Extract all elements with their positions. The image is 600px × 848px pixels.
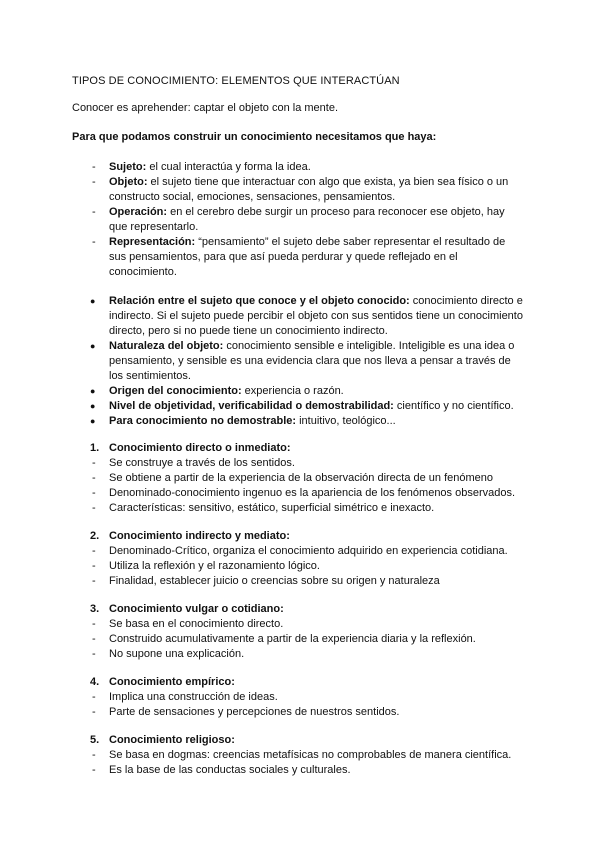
element-objeto-cont: constructo social, emociones, sensaciones, pensamientos. <box>109 191 396 203</box>
section-number: 4. <box>90 676 100 688</box>
dash-marker: - <box>92 764 96 776</box>
dash-marker: - <box>92 472 96 484</box>
section-number: 2. <box>90 530 100 542</box>
bullet-naturaleza-cont: los sentimientos. <box>109 370 191 382</box>
section-heading: Conocimiento indirecto y mediato: <box>109 530 290 542</box>
dash-marker: - <box>92 457 96 469</box>
element-representacion-cont: conocimiento. <box>109 266 177 278</box>
dash-marker: - <box>92 236 96 248</box>
section-item: Construido acumulativamente a partir de la experiencia diaria y la reflexión. <box>109 633 476 645</box>
section-heading: Conocimiento vulgar o cotidiano: <box>109 603 284 615</box>
dash-marker: - <box>92 706 96 718</box>
element-operacion: Operación: en el cerebro debe surgir un proceso para reconocer ese objeto, hay <box>109 206 505 218</box>
bullet-naturaleza-cont: pensamiento, y sensible es una evidencia clara que nos lleva a pensar a través de <box>109 355 511 367</box>
dash-marker: - <box>92 618 96 630</box>
dash-marker: - <box>92 749 96 761</box>
section-item: Finalidad, establecer juicio o creencias sobre su origen y naturaleza <box>109 575 440 587</box>
bullet-term: Para conocimiento no demostrable: <box>109 415 297 427</box>
page-title: TIPOS DE CONOCIMIENTO: ELEMENTOS QUE INTERACTÚAN <box>72 75 400 87</box>
intro-text: Conocer es aprehender: captar el objeto con la mente. <box>72 102 338 114</box>
bullet-marker: ● <box>90 296 96 306</box>
element-objeto: Objeto: el sujeto tiene que interactuar con algo que exista, ya bien sea físico o un <box>109 176 509 188</box>
element-representacion: Representación: “pensamiento” el sujeto debe saber representar el resultado de <box>109 236 506 248</box>
section-item: Se construye a través de los sentidos. <box>109 457 295 469</box>
bullet-term: Relación entre el sujeto que conoce y el objeto conocido: <box>109 295 410 307</box>
element-sujeto: Sujeto: el cual interactúa y forma la idea. <box>109 161 311 173</box>
section-item: Denominado-conocimiento ingenuo es la apariencia de los fenómenos observados. <box>109 487 516 499</box>
section-item: No supone una explicación. <box>109 648 245 660</box>
element-term: Representación: <box>109 236 196 248</box>
dash-marker: - <box>92 575 96 587</box>
bullet-marker: ● <box>90 386 96 396</box>
section-heading: Conocimiento empírico: <box>109 676 235 688</box>
bullet-marker: ● <box>90 416 96 426</box>
section-item: Parte de sensaciones y percepciones de nuestros sentidos. <box>109 706 400 718</box>
bullet-marker: ● <box>90 401 96 411</box>
dash-marker: - <box>92 161 96 173</box>
section-number: 5. <box>90 734 100 746</box>
requirement-heading: Para que podamos construir un conocimiento necesitamos que haya: <box>72 131 437 143</box>
dash-marker: - <box>92 633 96 645</box>
bullet-no-demostrable: Para conocimiento no demostrable: intuitivo, teológico... <box>109 415 396 427</box>
element-term: Objeto: <box>109 176 148 188</box>
bullet-relacion-cont: directo, pero si no puede tiene un conocimiento indirecto. <box>109 325 388 337</box>
dash-marker: - <box>92 176 96 188</box>
element-term: Sujeto: <box>109 161 147 173</box>
bullet-term: Naturaleza del objeto: <box>109 340 224 352</box>
section-item: Es la base de las conductas sociales y culturales. <box>109 764 351 776</box>
bullet-nivel: Nivel de objetividad, verificabilidad o demostrabilidad: científico y no científico. <box>109 400 514 412</box>
section-heading: Conocimiento directo o inmediato: <box>109 442 291 454</box>
element-representacion-cont: sus pensamientos, para que así pueda perdurar y quede reflejado en el <box>109 251 458 263</box>
section-number: 1. <box>90 442 100 454</box>
section-item: Se basa en el conocimiento directo. <box>109 618 284 630</box>
dash-marker: - <box>92 206 96 218</box>
element-term: Operación: <box>109 206 168 218</box>
dash-marker: - <box>92 691 96 703</box>
section-item: Implica una construcción de ideas. <box>109 691 278 703</box>
section-item: Denominado-Crítico, organiza el conocimiento adquirido en experiencia cotidiana. <box>109 545 508 557</box>
section-item: Se basa en dogmas: creencias metafísicas no comprobables de manera científica. <box>109 749 512 761</box>
bullet-marker: ● <box>90 341 96 351</box>
dash-marker: - <box>92 545 96 557</box>
dash-marker: - <box>92 502 96 514</box>
bullet-relacion: Relación entre el sujeto que conoce y el objeto conocido: conocimiento directo e <box>109 295 523 307</box>
bullet-relacion-cont: indirecto. Si el sujeto puede percibir el objeto con sus sentidos tiene un conocimiento <box>109 310 523 322</box>
section-item: Características: sensitivo, estático, superficial simétrico e inexacto. <box>109 502 435 514</box>
section-number: 3. <box>90 603 100 615</box>
section-item: Utiliza la reflexión y el razonamiento lógico. <box>109 560 320 572</box>
bullet-term: Origen del conocimiento: <box>109 385 242 397</box>
bullet-term: Nivel de objetividad, verificabilidad o demostrabilidad: <box>109 400 394 412</box>
bullet-naturaleza: Naturaleza del objeto: conocimiento sensible e inteligible. Inteligible es una idea o <box>109 340 515 352</box>
element-operacion-cont: que representarlo. <box>109 221 199 233</box>
dash-marker: - <box>92 487 96 499</box>
bullet-origen: Origen del conocimiento: experiencia o razón. <box>109 385 344 397</box>
dash-marker: - <box>92 560 96 572</box>
section-item: Se obtiene a partir de la experiencia de la observación directa de un fenómeno <box>109 472 494 484</box>
dash-marker: - <box>92 648 96 660</box>
section-heading: Conocimiento religioso: <box>109 734 235 746</box>
